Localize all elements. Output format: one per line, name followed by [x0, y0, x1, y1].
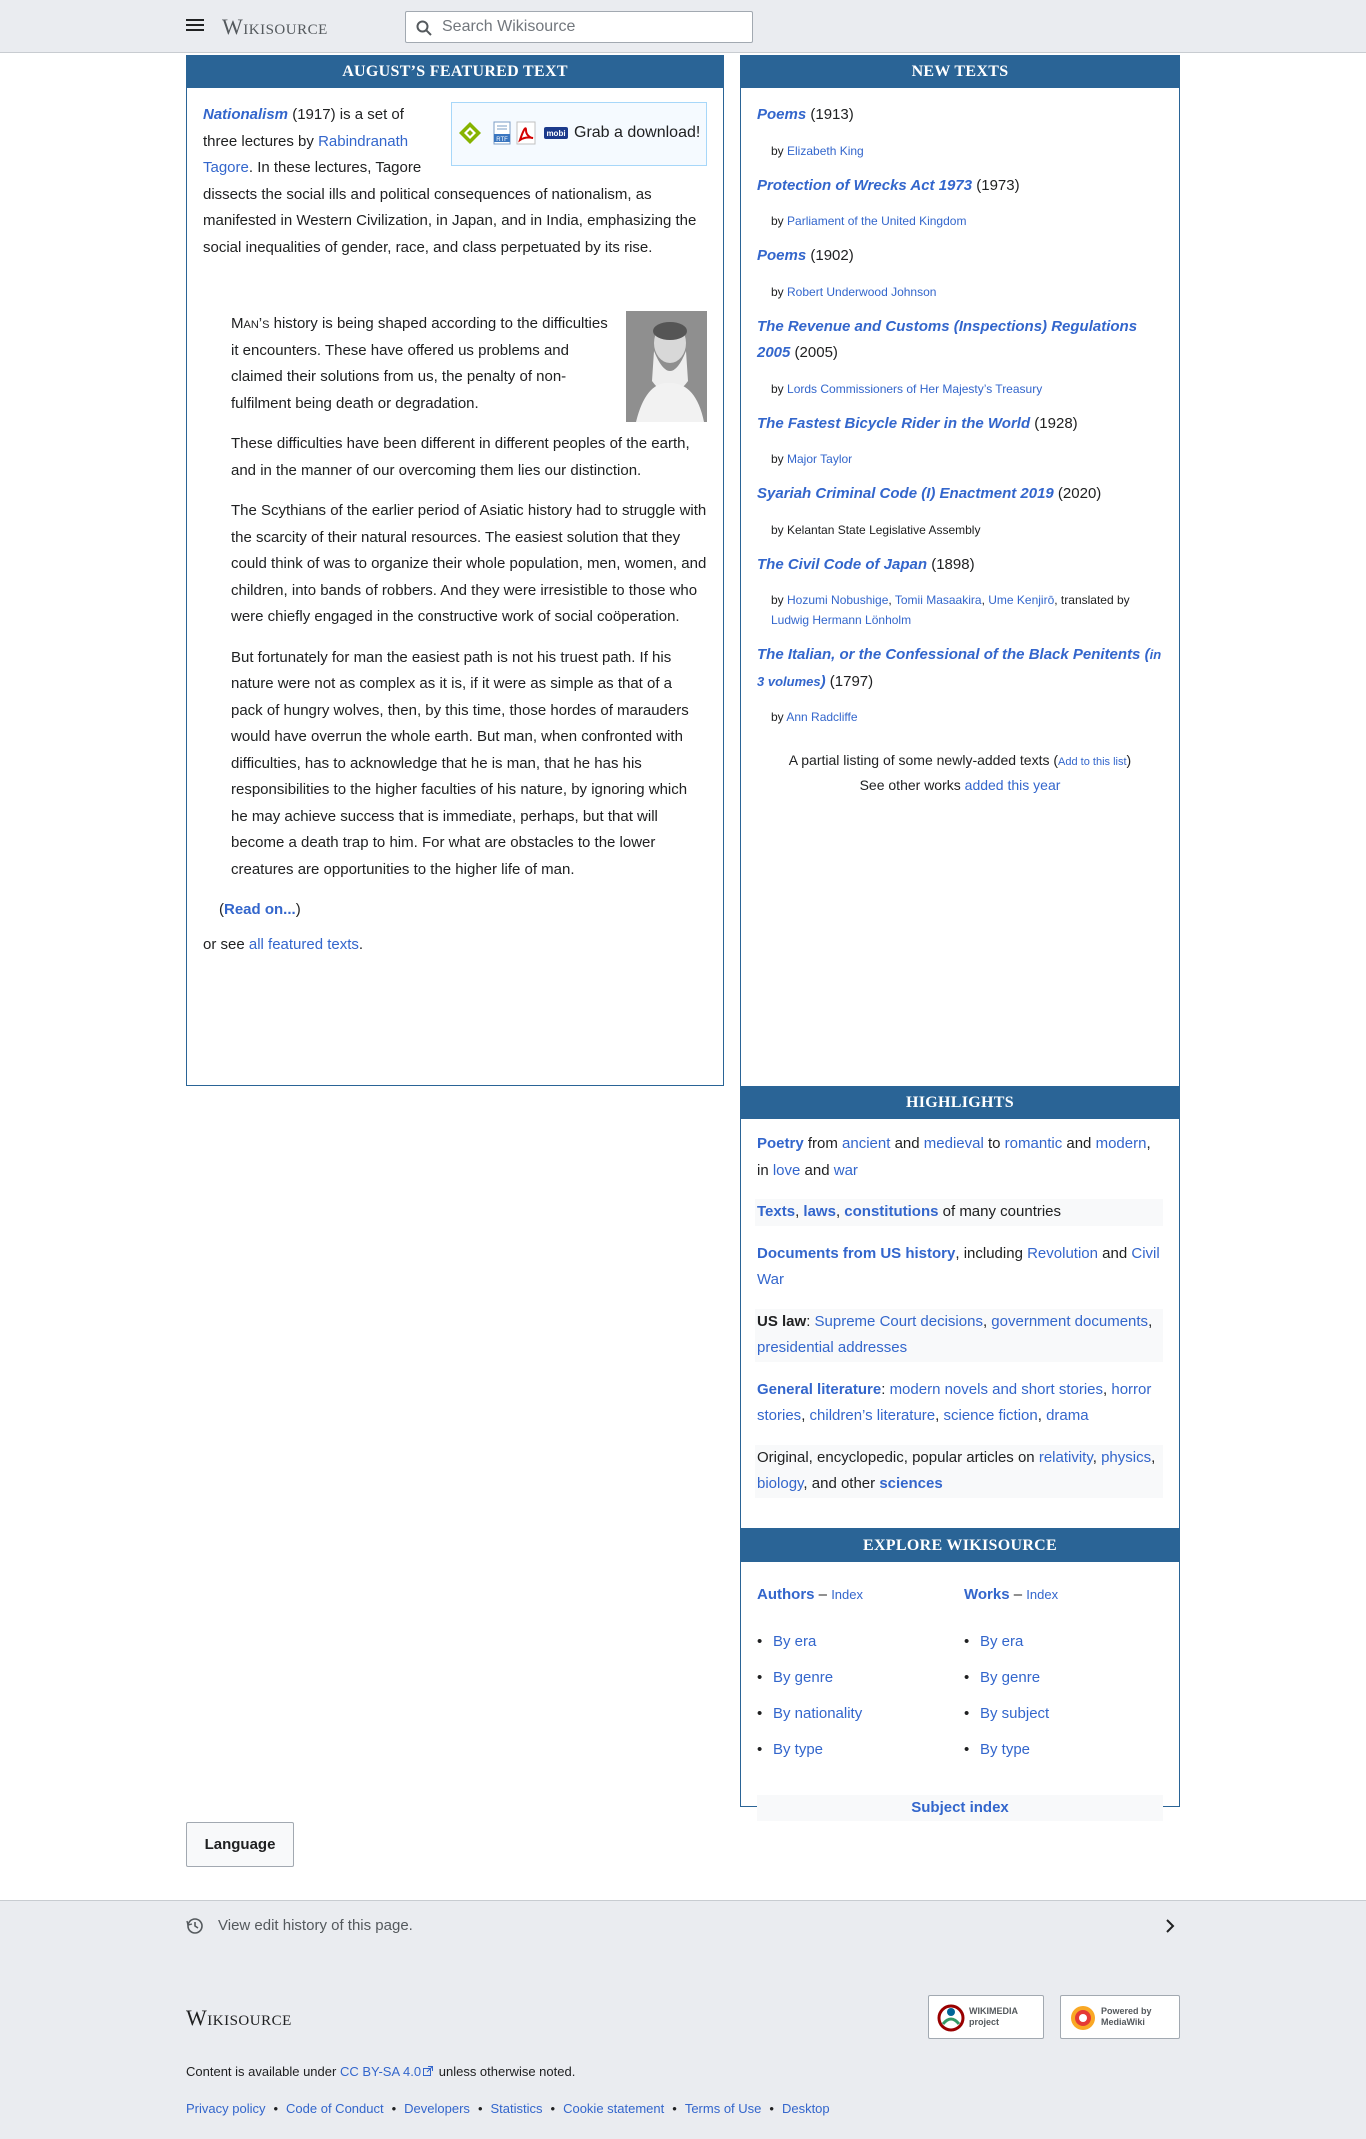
new-text-link-part[interactable]: (in 3 volumes): [757, 646, 1162, 690]
mediawiki-badge-text: Powered by MediaWiki: [1101, 2006, 1152, 2027]
read-on-link[interactable]: Read on...: [224, 901, 296, 918]
new-text-byline: [757, 707, 1163, 727]
highlights-title: HIGHLIGHTS: [741, 1087, 1179, 1119]
hl-text: ,: [801, 1407, 810, 1424]
featured-author-link[interactable]: Rabindranath Tagore: [203, 132, 409, 176]
new-text-year: (1797): [825, 672, 874, 690]
hl-text: and: [1097, 1244, 1132, 1262]
hl-text: ,: [1092, 1448, 1102, 1466]
chevron-right-icon[interactable]: [1163, 1917, 1177, 1935]
new-text-item: [757, 552, 1163, 631]
new-text-year: (1913): [806, 106, 854, 123]
search-input[interactable]: [440, 16, 740, 38]
new-text-item: [757, 411, 1163, 470]
search-icon: [416, 20, 432, 36]
see-all-line: [203, 932, 707, 959]
horror-link[interactable]: horror stories: [757, 1380, 1152, 1424]
epub-icon[interactable]: [458, 121, 482, 145]
new-text-link[interactable]: The Revenue and Customs (Inspections) Regulations 2005: [757, 317, 1138, 361]
works-link[interactable]: Works: [964, 1586, 1010, 1603]
see-suffix: .: [358, 935, 364, 953]
new-texts-note: [741, 749, 1179, 797]
translated-text: , translated by: [1054, 593, 1130, 607]
works-index-link[interactable]: Index: [1026, 1587, 1059, 1602]
new-texts-list: [741, 88, 1179, 727]
highlight-us-law: [755, 1309, 1163, 1362]
add-to-list-link[interactable]: Add to this list: [1058, 756, 1127, 768]
author-link[interactable]: Ann Radcliffe: [786, 710, 858, 724]
new-text-byline: [757, 379, 1163, 399]
works-item[interactable]: • By genre: [964, 1660, 1164, 1696]
new-text-byline: [757, 590, 1163, 630]
civil-war-link[interactable]: Civil War: [757, 1244, 1160, 1288]
new-text-item: [757, 642, 1163, 727]
top-header: [0, 0, 1366, 53]
featured-title: AUGUST’S FEATURED TEXT: [187, 56, 723, 88]
paren-close: ): [295, 901, 301, 918]
footer-link-developers[interactable]: Developers: [404, 2101, 470, 2116]
author-portrait[interactable]: [626, 311, 707, 422]
medieval-link[interactable]: medieval: [923, 1135, 984, 1152]
author-link[interactable]: Ume Kenjirō: [988, 593, 1055, 607]
new-text-item: [757, 481, 1163, 540]
byline-prefix: by: [771, 284, 788, 299]
hl-text: from: [803, 1135, 843, 1152]
highlight-poetry: [757, 1131, 1163, 1184]
us-history-link[interactable]: Documents from US history: [757, 1244, 956, 1262]
mediawiki-logo-icon: [1069, 2004, 1097, 2032]
wikimedia-badge-text: WIKIMEDIA project: [969, 2006, 1018, 2027]
new-text-title: [757, 102, 1163, 129]
author-link[interactable]: Hozumi Nobushige: [787, 593, 889, 607]
svg-text:mobi: mobi: [546, 129, 566, 138]
footer-link-conduct[interactable]: Code of Conduct: [286, 2101, 384, 2116]
license-link[interactable]: CC BY-SA 4.0: [339, 2064, 422, 2079]
author-link[interactable]: Lords Commissioners of Her Majesty’s Treasury: [787, 381, 1043, 396]
new-text-link[interactable]: The Civil Code of Japan: [757, 555, 928, 573]
footer-link-terms[interactable]: Terms of Use: [684, 2101, 762, 2116]
byline-separator: ,: [888, 593, 895, 607]
new-text-byline: [757, 211, 1163, 231]
new-text-byline: [757, 520, 1163, 540]
footer-link-privacy[interactable]: Privacy policy: [186, 2101, 266, 2116]
new-texts-title: NEW TEXTS: [741, 56, 1179, 88]
featured-body: [187, 88, 723, 972]
new-text-title: [757, 552, 1163, 579]
wikimedia-badge[interactable]: [928, 1995, 1044, 2039]
read-on-line: [219, 897, 707, 924]
laws-link[interactable]: laws: [803, 1203, 836, 1220]
novels-link[interactable]: modern novels and short stories: [889, 1380, 1104, 1398]
footer: [0, 1951, 1366, 2139]
language-button[interactable]: Language: [186, 1822, 294, 1867]
highlights-box: [740, 1086, 1180, 1529]
translator-link[interactable]: Ludwig Hermann Lönholm: [771, 613, 912, 627]
new-text-link[interactable]: Protection of Wrecks Act 1973: [757, 176, 973, 194]
new-text-item: [757, 243, 1163, 302]
hl-text: ,: [795, 1203, 804, 1220]
new-text-year: (1973): [972, 176, 1020, 194]
note-close: ): [1126, 752, 1132, 768]
byline-prefix: by: [771, 710, 787, 724]
ancient-link[interactable]: ancient: [842, 1135, 891, 1152]
hl-text: to: [983, 1135, 1005, 1152]
science-fiction-link[interactable]: science fiction: [943, 1407, 1038, 1424]
modern-link[interactable]: modern: [1095, 1135, 1147, 1152]
authors-item[interactable]: • By type: [757, 1732, 957, 1768]
authors-column: [757, 1584, 957, 1768]
relativity-link[interactable]: relativity: [1038, 1448, 1093, 1466]
new-text-link[interactable]: The Italian, or the Confessional of the Black Penitents: [757, 646, 1141, 663]
featured-excerpt: [231, 311, 707, 883]
author-link[interactable]: Elizabeth King: [787, 143, 864, 158]
hl-text: of many countries: [938, 1203, 1062, 1220]
childrens-literature-link[interactable]: children’s literature: [809, 1407, 936, 1424]
byline-prefix: by: [771, 452, 788, 466]
new-text-byline: [757, 282, 1163, 302]
new-text-title: [757, 173, 1163, 200]
added-this-year-link[interactable]: added this year: [964, 777, 1061, 793]
see-other-text: See other works: [859, 777, 965, 793]
new-text-byline: [757, 141, 1163, 161]
featured-year-text: (1917): [292, 106, 336, 123]
hl-text: and: [800, 1161, 834, 1179]
note-text: A partial listing of some newly-added texts (: [788, 752, 1059, 768]
download-box: [451, 102, 707, 166]
wikimedia-logo-icon: [937, 2004, 965, 2032]
highlight-us-history: [757, 1241, 1163, 1294]
hl-text: ,: [1151, 1448, 1156, 1466]
authors-item[interactable]: • By nationality: [757, 1696, 957, 1732]
byline-prefix: by: [771, 214, 788, 228]
author-link[interactable]: Parliament of the United Kingdom: [787, 214, 967, 228]
new-text-item: [757, 102, 1163, 161]
poetry-link[interactable]: Poetry: [757, 1135, 804, 1152]
byline-prefix: by: [771, 381, 788, 396]
footer-link-statistics[interactable]: Statistics: [490, 2101, 543, 2116]
history-text[interactable]: View edit history of this page.: [218, 1917, 413, 1934]
new-text-link[interactable]: Syariah Criminal Code (I) Enactment 2019: [757, 485, 1054, 502]
svg-text:RTF: RTF: [496, 137, 508, 143]
dash: –: [814, 1586, 832, 1603]
explore-body: [741, 1562, 1179, 1816]
footer-link-desktop[interactable]: Desktop: [781, 2101, 830, 2116]
footer-links: Privacy policy • Code of Conduct • Developers • Statistics • Cookie statement • Terms of Use • Desktop: [186, 2101, 830, 2116]
featured-text-box: [186, 55, 724, 1086]
new-text-title: [757, 243, 1163, 270]
byline-prefix: by Kelantan State Legislative Assembly: [771, 522, 981, 537]
license-line: [186, 2064, 575, 2079]
license-prefix: Content is available under: [186, 2064, 340, 2079]
presidential-addresses-link[interactable]: presidential addresses: [757, 1339, 908, 1356]
highlight-literature: [757, 1377, 1163, 1430]
war-link[interactable]: war: [833, 1161, 858, 1179]
new-text-title: [757, 411, 1163, 438]
hl-text: ,: [1037, 1407, 1047, 1424]
general-literature-link[interactable]: General literature: [757, 1380, 882, 1398]
main-menu-icon[interactable]: [186, 17, 204, 35]
quote-p2: These difficulties have been different in different peoples of the earth, and in the manner of our overcoming them lies our distinction.: [231, 435, 690, 479]
love-link[interactable]: love: [772, 1161, 801, 1179]
new-texts-box: [740, 55, 1180, 1087]
byline-separator: ,: [981, 593, 989, 607]
search-box[interactable]: [405, 11, 753, 43]
romantic-link[interactable]: romantic: [1004, 1135, 1063, 1152]
quote-p4: But fortunately for man the easiest path is not his truest path. If his nature were not as complex as it is, if it were as simple as that of a pack of hungry wolves, then, by this time, those hordes of marauders would have overrun the whole earth. But man, when confronted with difficulties, has to acknowledge that he is man, that he has his responsibilities to the higher faculties of his nature, by ignoring which he may achieve success that is immediate, perhaps, but that will become a death trap to him. For what are obstacles to the lower creatures are opportunities to the higher life of man.: [231, 648, 689, 878]
new-text-item: [757, 173, 1163, 232]
new-text-link[interactable]: Poems: [757, 106, 807, 123]
quote-p3: The Scythians of the earlier period of Asiatic history had to struggle with the scarcity of their natural resources. The easiest solution that they could think of was to organize their whole population, men, women, and children, into bands of robbers. And they were irresistible to those who were chiefly engaged in the constructive work of social coöperation.: [231, 502, 707, 625]
hl-text: :: [881, 1380, 890, 1398]
works-item[interactable]: • By era: [964, 1624, 1164, 1660]
edit-history-bar[interactable]: [0, 1900, 1366, 1951]
sciences-link[interactable]: sciences: [879, 1475, 943, 1492]
download-label[interactable]: Grab a download!: [574, 124, 701, 141]
pdf-icon[interactable]: [514, 121, 538, 145]
hl-text: , and other: [803, 1475, 880, 1492]
quote-p1: history is being shaped according to the difficulties it encounters. These have offered us problems and claimed their solutions from us, the penalty of non-fulfilment being death or degradation.: [231, 315, 608, 412]
works-column: [964, 1584, 1164, 1768]
texts-link[interactable]: Texts: [757, 1203, 796, 1220]
new-text-year: (1898): [927, 555, 975, 573]
new-text-year: (2020): [1053, 485, 1102, 502]
revolution-link[interactable]: Revolution: [1027, 1244, 1098, 1262]
byline-prefix: by: [771, 593, 788, 607]
license-suffix: unless otherwise noted.: [435, 2064, 576, 2079]
hl-text: , including: [955, 1244, 1028, 1262]
featured-work-link[interactable]: Nationalism: [203, 106, 289, 123]
author-link[interactable]: Robert Underwood Johnson: [787, 284, 937, 299]
byline-prefix: by: [771, 143, 788, 158]
explore-title: EXPLORE WIKISOURCE: [741, 1530, 1179, 1562]
works-item[interactable]: • By type: [964, 1732, 1164, 1768]
authors-item[interactable]: • By era: [757, 1624, 957, 1660]
authors-item[interactable]: • By genre: [757, 1660, 957, 1696]
rtf-icon[interactable]: [490, 121, 514, 145]
new-text-item: [757, 314, 1163, 399]
see-prefix: or see: [203, 935, 249, 953]
new-text-title: [757, 481, 1163, 508]
authors-index-link[interactable]: Index: [831, 1587, 863, 1602]
hl-text: , in: [757, 1135, 1151, 1179]
hl-text: ,: [1103, 1380, 1112, 1398]
explore-box: [740, 1529, 1180, 1816]
hl-text: and: [890, 1135, 924, 1152]
highlight-texts: [755, 1199, 1163, 1226]
hl-text: Original, encyclopedic, popular articles on: [757, 1448, 1039, 1466]
new-text-byline: [757, 449, 1163, 469]
biology-link[interactable]: biology: [757, 1475, 804, 1492]
new-text-subtitle[interactable]: in 3 volumes: [757, 647, 1162, 689]
new-text-link[interactable]: Poems: [757, 247, 807, 264]
new-text-year: (2005): [790, 344, 838, 361]
featured-intro-a: is a set of three lectures by: [203, 106, 404, 150]
new-text-year: (1928): [1030, 414, 1078, 432]
hl-text: ,: [935, 1407, 944, 1424]
subject-index-link[interactable]: Subject index: [757, 1795, 1163, 1821]
hl-text: and: [1062, 1135, 1096, 1152]
drama-link[interactable]: drama: [1046, 1407, 1089, 1424]
supreme-court-link[interactable]: Supreme Court decisions: [814, 1312, 983, 1330]
featured-intro-b: . In these lectures, Tagore dissects the social ills and political consequences of nationalism, as manifested in Western Civilization, in Japan, and in India, emphasizing the social inequalities of gender, race, and class perpetuated by its rise.: [203, 159, 697, 256]
us-law-label: US law: [757, 1312, 807, 1330]
quote-first-word: Man’s: [231, 315, 270, 332]
hl-text: ,: [835, 1203, 845, 1220]
dash: –: [1009, 1586, 1027, 1603]
site-logo[interactable]: Wikisource: [222, 14, 328, 39]
constitutions-link[interactable]: constitutions: [844, 1203, 939, 1220]
external-link-icon: [423, 2066, 433, 2076]
hl-text: :: [806, 1312, 815, 1330]
hl-text: ,: [1148, 1312, 1153, 1330]
new-text-year: (1902): [806, 247, 854, 264]
mobi-icon[interactable]: [544, 121, 568, 145]
footer-link-cookie[interactable]: Cookie statement: [563, 2101, 665, 2116]
highlights-body: [741, 1119, 1179, 1498]
author-link[interactable]: Tomii Masaakira: [894, 593, 982, 607]
authors-link[interactable]: Authors: [757, 1586, 815, 1603]
physics-link[interactable]: physics: [1101, 1448, 1152, 1466]
government-documents-link[interactable]: government documents: [991, 1312, 1149, 1330]
new-text-title: [757, 314, 1163, 367]
footer-logo: Wikisource: [186, 2005, 292, 2030]
history-icon: [186, 1917, 204, 1935]
author-link[interactable]: Major Taylor: [787, 452, 853, 466]
paren-open: (: [219, 901, 224, 918]
hl-text: ,: [982, 1312, 992, 1330]
highlight-sciences: [755, 1445, 1163, 1498]
new-text-link[interactable]: The Fastest Bicycle Rider in the World: [757, 414, 1031, 432]
works-item[interactable]: • By subject: [964, 1696, 1164, 1732]
mediawiki-badge[interactable]: [1060, 1995, 1180, 2039]
new-text-title: [757, 642, 1163, 695]
all-featured-link[interactable]: all featured texts: [248, 935, 359, 953]
